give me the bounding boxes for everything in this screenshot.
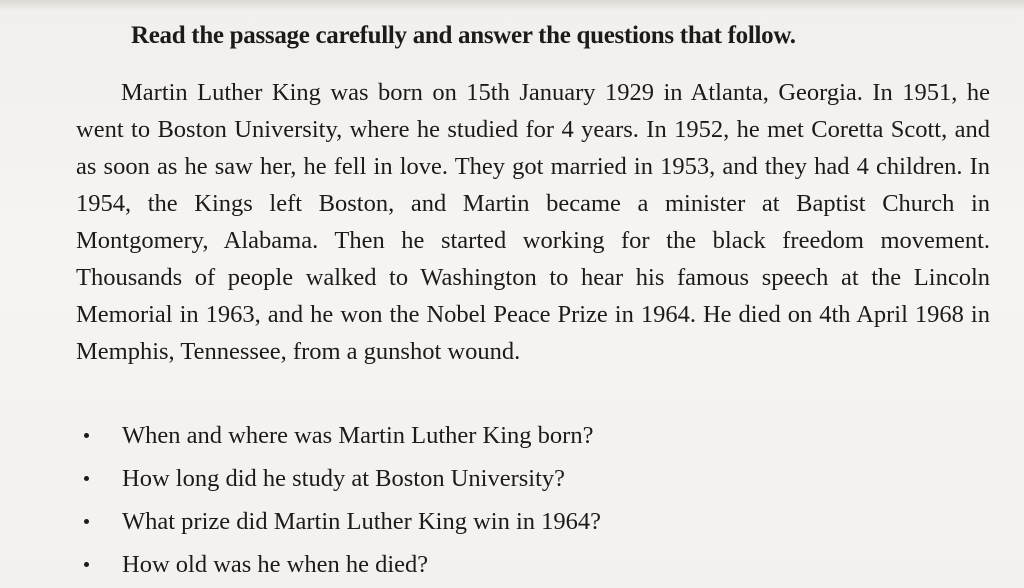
reading-passage: Martin Luther King was born on 15th January 1929 in Atlanta, Georgia. In 1951, he went to Boston University, where he studied for 4 years. In 1952, he met Coretta Scott, and as soon as he saw her, he fell in love. They got married in 1953, and they had 4 children. In 1954, the Kings left Boston, and Martin became a minister at Baptist Church in Montgomery, Alabama. Then he started working for the black freedom movement. Thousands of people walked to Washington to hear his famous speech at the Lincoln Memorial in 1963, and he won the Nobel Peace Prize in 1964. He died on 4th April 1968 in Memphis, Tennessee, from a gunshot wound. [76, 79, 990, 365]
question-text: How long did he study at Boston University? [122, 465, 566, 492]
bullet-icon [84, 519, 89, 524]
bullet-icon [84, 476, 89, 481]
question-list [80, 414, 601, 586]
question-text: How old was he when he died? [122, 551, 429, 578]
bullet-icon [84, 562, 89, 567]
bullet-icon [84, 433, 89, 438]
page-top-shadow [0, 0, 1024, 10]
question-item [80, 543, 601, 586]
question-text: What prize did Martin Luther King win in 1964? [122, 508, 601, 535]
question-text: When and where was Martin Luther King born? [122, 422, 594, 449]
question-item [80, 500, 601, 543]
question-item [80, 457, 601, 500]
question-item [80, 414, 601, 457]
instruction-heading: Read the passage carefully and answer the questions that follow. [131, 22, 796, 49]
